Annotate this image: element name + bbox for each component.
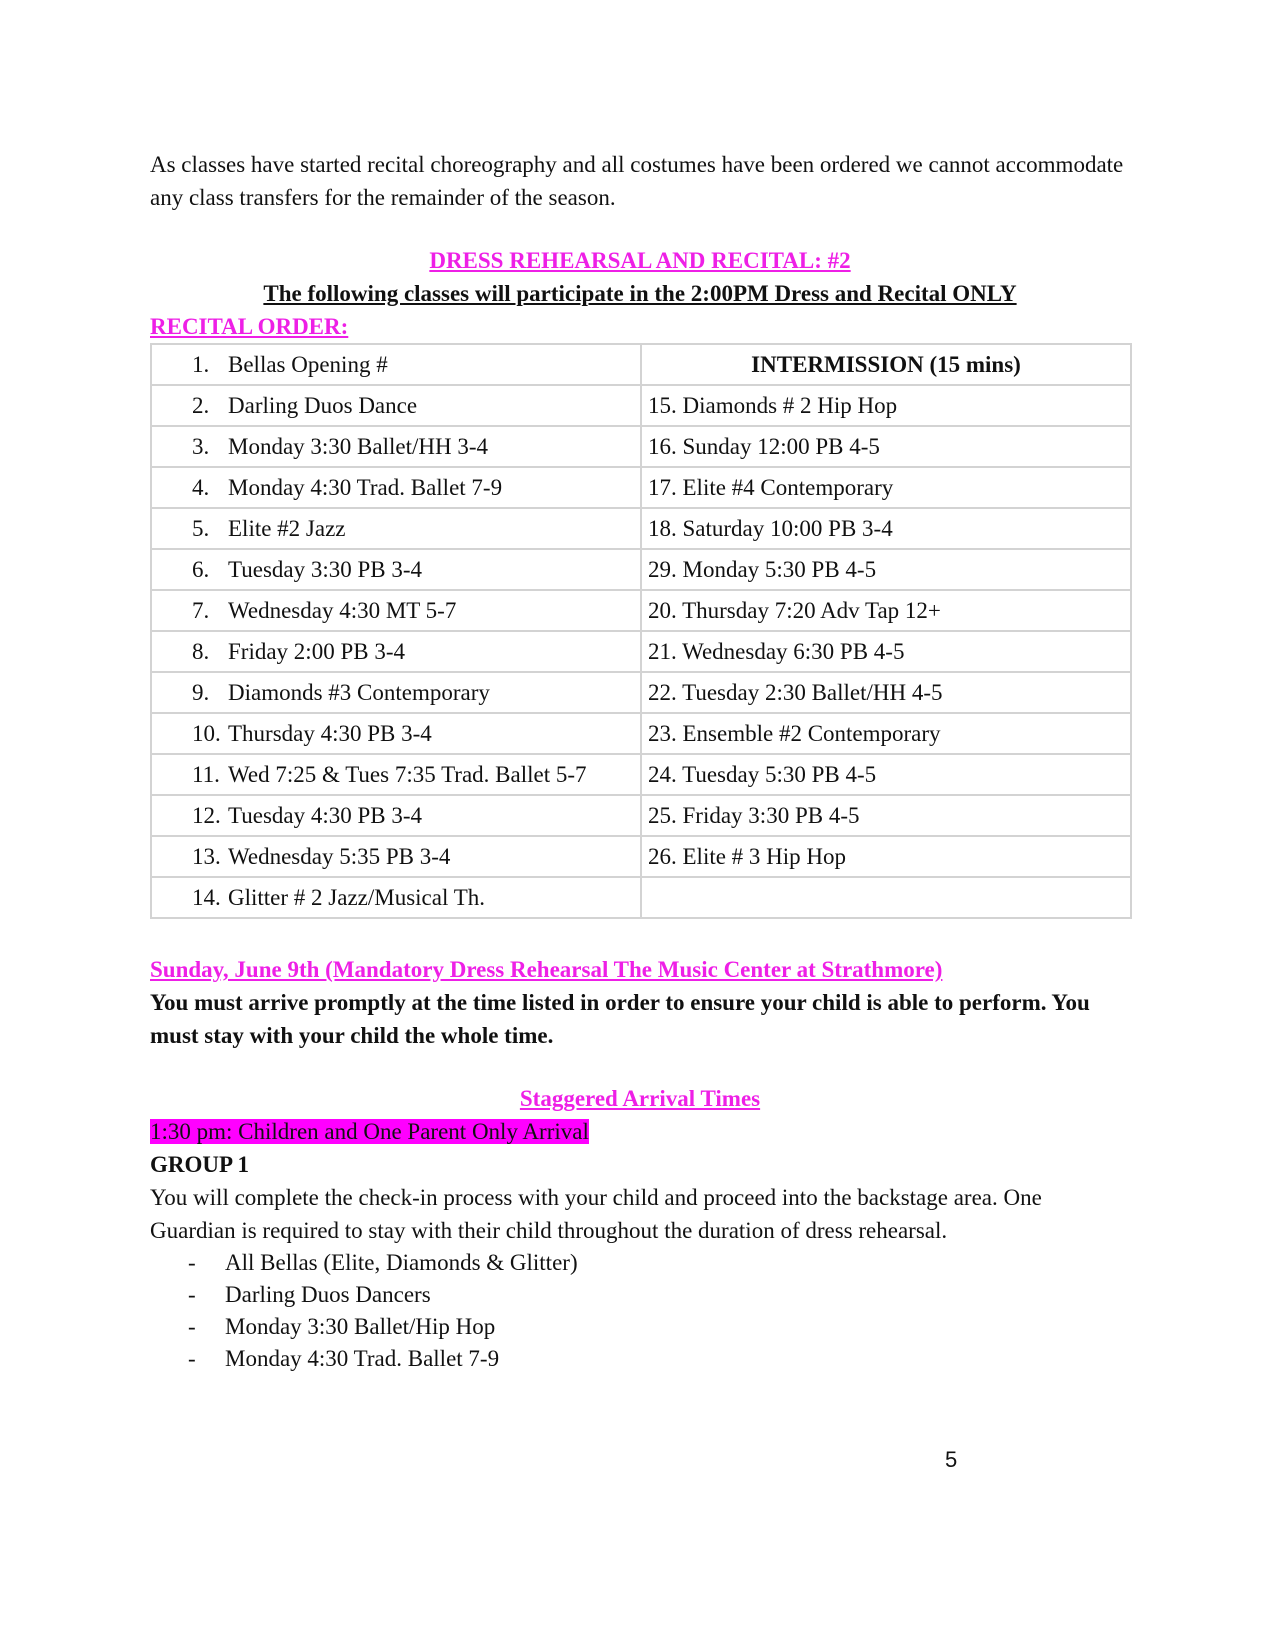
order-number: 10. <box>192 720 221 746</box>
table-row <box>151 836 1131 877</box>
order-number: 3. <box>192 433 210 459</box>
order-number: 14. <box>192 884 221 910</box>
dress-rehearsal-heading: DRESS REHEARSAL AND RECITAL: #2 <box>429 248 851 273</box>
group-list <box>150 1247 1130 1375</box>
table-row <box>151 385 1131 426</box>
table-row <box>151 549 1131 590</box>
table-row <box>151 344 1131 385</box>
table-row <box>151 426 1131 467</box>
order-cell-right: 24. Tuesday 5:30 PB 4-5 <box>641 754 1131 795</box>
arrival-time-highlight: 1:30 pm: Children and One Parent Only Arrival <box>150 1119 589 1144</box>
order-cell-left <box>151 385 641 426</box>
table-row <box>151 672 1131 713</box>
order-cell-right: 22. Tuesday 2:30 Ballet/HH 4-5 <box>641 672 1131 713</box>
order-number: 12. <box>192 802 221 828</box>
order-cell-left <box>151 877 641 918</box>
table-row <box>151 467 1131 508</box>
order-class: Diamonds #3 Contemporary <box>228 679 490 705</box>
participation-subheading: The following classes will participate in the 2:00PM Dress and Recital ONLY <box>263 281 1017 306</box>
order-cell-right: 21. Wednesday 6:30 PB 4-5 <box>641 631 1131 672</box>
order-number: 7. <box>192 597 210 623</box>
order-class: Wed 7:25 & Tues 7:35 Trad. Ballet 5-7 <box>228 761 587 787</box>
order-class: Monday 4:30 Trad. Ballet 7-9 <box>228 474 503 500</box>
order-number: 8. <box>192 638 210 664</box>
table-row <box>151 631 1131 672</box>
order-number: 1. <box>192 351 210 377</box>
rehearsal-title: Sunday, June 9th (Mandatory Dress Rehearsal The Music Center at Strathmore) <box>150 957 943 982</box>
recital-order-label: RECITAL ORDER: <box>150 314 349 339</box>
order-number: 9. <box>192 679 210 705</box>
order-number: 2. <box>192 392 210 418</box>
list-item: - Darling Duos Dancers <box>150 1279 1130 1311</box>
table-row <box>151 508 1131 549</box>
table-row <box>151 754 1131 795</box>
order-cell-right: 18. Saturday 10:00 PB 3-4 <box>641 508 1131 549</box>
order-class: Glitter # 2 Jazz/Musical Th. <box>228 884 485 910</box>
order-cell-left <box>151 344 641 385</box>
order-class: Thursday 4:30 PB 3-4 <box>228 720 432 746</box>
document-page <box>150 148 1130 1375</box>
order-number: 5. <box>192 515 210 541</box>
order-class: Darling Duos Dance <box>228 392 418 418</box>
table-row <box>151 795 1131 836</box>
recital-order-table <box>150 343 1132 919</box>
order-cell-right: 15. Diamonds # 2 Hip Hop <box>641 385 1131 426</box>
order-cell-right: 23. Ensemble #2 Contemporary <box>641 713 1131 754</box>
intro-paragraph: As classes have started recital choreography and all costumes have been ordered we cannot accommodate any class transfers for the remainder of the season. <box>150 152 1124 210</box>
table-row <box>151 713 1131 754</box>
order-class: Tuesday 4:30 PB 3-4 <box>228 802 423 828</box>
order-cell-left <box>151 836 641 877</box>
order-cell-left <box>151 590 641 631</box>
order-cell-left <box>151 467 641 508</box>
order-class: Wednesday 4:30 MT 5-7 <box>228 597 457 623</box>
intermission-cell: INTERMISSION (15 mins) <box>641 344 1131 385</box>
page-number: 5 <box>945 1447 958 1472</box>
order-class: Elite #2 Jazz <box>228 515 346 541</box>
order-number: 4. <box>192 474 210 500</box>
order-cell-left <box>151 549 641 590</box>
list-item: - Monday 4:30 Trad. Ballet 7-9 <box>150 1343 1130 1375</box>
order-cell-left <box>151 713 641 754</box>
group-description: You will complete the check-in process with your child and proceed into the backstage area. One Guardian is required to stay with their child throughout the duration of dress rehearsal. <box>150 1185 1042 1243</box>
order-cell-left <box>151 795 641 836</box>
rehearsal-note: You must arrive promptly at the time listed in order to ensure your child is able to perform. You must stay with your child the whole time. <box>150 990 1090 1048</box>
order-cell-left <box>151 631 641 672</box>
order-cell-right: 20. Thursday 7:20 Adv Tap 12+ <box>641 590 1131 631</box>
order-cell-left <box>151 426 641 467</box>
order-number: 13. <box>192 843 221 869</box>
order-class: Tuesday 3:30 PB 3-4 <box>228 556 423 582</box>
list-item: - Monday 3:30 Ballet/Hip Hop <box>150 1311 1130 1343</box>
order-class: Friday 2:00 PB 3-4 <box>228 638 405 664</box>
order-cell-right: 16. Sunday 12:00 PB 4-5 <box>641 426 1131 467</box>
list-item: - All Bellas (Elite, Diamonds & Glitter) <box>150 1247 1130 1279</box>
order-cell-right: 26. Elite # 3 Hip Hop <box>641 836 1131 877</box>
table-row <box>151 590 1131 631</box>
staggered-arrival-title: Staggered Arrival Times <box>519 1086 761 1111</box>
order-class: Bellas Opening # <box>228 351 388 377</box>
order-class: Wednesday 5:35 PB 3-4 <box>228 843 451 869</box>
order-class: Monday 3:30 Ballet/HH 3-4 <box>228 433 488 459</box>
order-cell-right: 17. Elite #4 Contemporary <box>641 467 1131 508</box>
order-cell-left <box>151 754 641 795</box>
order-number: 6. <box>192 556 210 582</box>
order-cell-right: 29. Monday 5:30 PB 4-5 <box>641 549 1131 590</box>
group-label: GROUP 1 <box>150 1152 250 1177</box>
order-cell-right: 25. Friday 3:30 PB 4-5 <box>641 795 1131 836</box>
order-number: 11. <box>192 761 220 787</box>
order-cell-left <box>151 508 641 549</box>
order-cell-left <box>151 672 641 713</box>
order-cell-right <box>641 877 1131 918</box>
table-row <box>151 877 1131 918</box>
